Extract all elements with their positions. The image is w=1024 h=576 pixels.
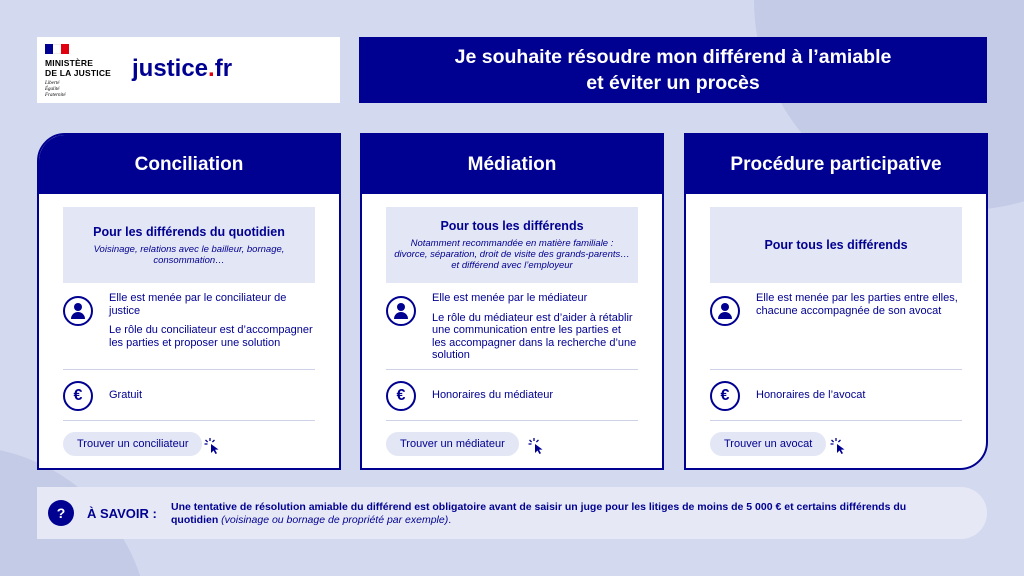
scope-panel (710, 207, 962, 283)
scope-panel (386, 207, 638, 283)
scope-panel (63, 207, 315, 283)
person-icon (63, 296, 93, 326)
site-name-tld: fr (214, 55, 233, 82)
scope-title: Pour les différends du quotidien (93, 224, 285, 239)
info-text (171, 501, 951, 527)
site-name-main: justice (132, 55, 209, 82)
card-conciliation (37, 133, 341, 470)
ministry-name-line1: MINISTÈRE (45, 58, 94, 68)
who-leads-row (63, 290, 315, 370)
cost-row (63, 371, 315, 421)
page-title-line2: et éviter un procès (586, 72, 760, 94)
ministry-name-line2: DE LA JUSTICE (45, 68, 112, 78)
motto-liberte: Liberté (45, 81, 60, 86)
cost-text: Honoraires de l’avocat (756, 389, 866, 401)
page-title-line1: Je souhaite résoudre mon différend à l’amiable (454, 46, 892, 68)
page-title (455, 44, 892, 96)
card-title: Procédure participative (686, 135, 986, 194)
page-title-banner (359, 37, 987, 103)
cost-text: Honoraires du médiateur (432, 389, 554, 401)
info-text-bold: Une tentative de résolution amiable du différend est obligatoire avant de saisir un juge pour les litiges de moins de 5 000 € et certains différends du quotidien (171, 501, 907, 526)
find-mediateur-button[interactable]: Trouver un médiateur (386, 432, 519, 456)
scope-title: Pour tous les différends (764, 238, 908, 252)
who-leads-line1: Elle est menée par le conciliateur de justice (109, 292, 287, 317)
euro-icon: € (386, 381, 416, 411)
who-leads-text (432, 292, 638, 362)
who-leads-line2: Le rôle du médiateur est d’aider à rétablir une communication entre les parties et les accompagner dans la recherche d’une solution (432, 311, 637, 361)
info-text-italic: (voisinage ou bornage de propriété par exemple) (221, 514, 449, 526)
click-cursor-icon (204, 437, 222, 455)
who-leads-text (756, 292, 962, 317)
info-text-end: . (448, 514, 452, 526)
motto-egalite: Égalité (45, 87, 60, 92)
click-cursor-icon (528, 437, 546, 455)
cost-row (386, 371, 638, 421)
find-avocat-button[interactable]: Trouver un avocat (710, 432, 826, 456)
person-icon (386, 296, 416, 326)
cost-text: Gratuit (109, 389, 143, 401)
ministry-name (45, 58, 125, 78)
scope-note: Notamment recommandée en matière familiale : divorce, séparation, droit de visite des grands-parents… et différend avec l’employeur (394, 238, 630, 271)
card-title: Médiation (362, 135, 662, 194)
motto-fraternite: Fraternité (45, 93, 66, 98)
find-conciliateur-button[interactable]: Trouver un conciliateur (63, 432, 202, 456)
euro-icon: € (63, 381, 93, 411)
who-leads-text (109, 292, 315, 349)
euro-icon: € (710, 381, 740, 411)
who-leads-line2: Le rôle du conciliateur est d’accompagner les parties et proposer une solution (109, 324, 313, 349)
republic-motto (45, 81, 95, 99)
site-name-dot: . (208, 55, 215, 82)
ministry-logo-block[interactable] (37, 37, 340, 103)
french-flag-icon (45, 44, 69, 54)
person-icon (710, 296, 740, 326)
card-title: Conciliation (39, 135, 339, 194)
cost-row (710, 371, 962, 421)
scope-note: Voisinage, relations avec le bailleur, bornage, consommation… (93, 243, 285, 266)
who-leads-row (710, 290, 962, 370)
who-leads-line1: Elle est menée par les parties entre elles, chacune accompagnée de son avocat (756, 292, 958, 317)
info-label: À SAVOIR : (87, 506, 157, 521)
click-cursor-icon (830, 437, 848, 455)
question-icon[interactable]: ? (48, 500, 74, 526)
who-leads-row (386, 290, 638, 370)
who-leads-line1: Elle est menée par le médiateur (432, 292, 588, 304)
card-procedure-participative (684, 133, 988, 470)
scope-title: Pour tous les différends (440, 219, 584, 233)
site-name[interactable] (132, 55, 232, 83)
info-bar (37, 487, 987, 539)
card-mediation (360, 133, 664, 470)
